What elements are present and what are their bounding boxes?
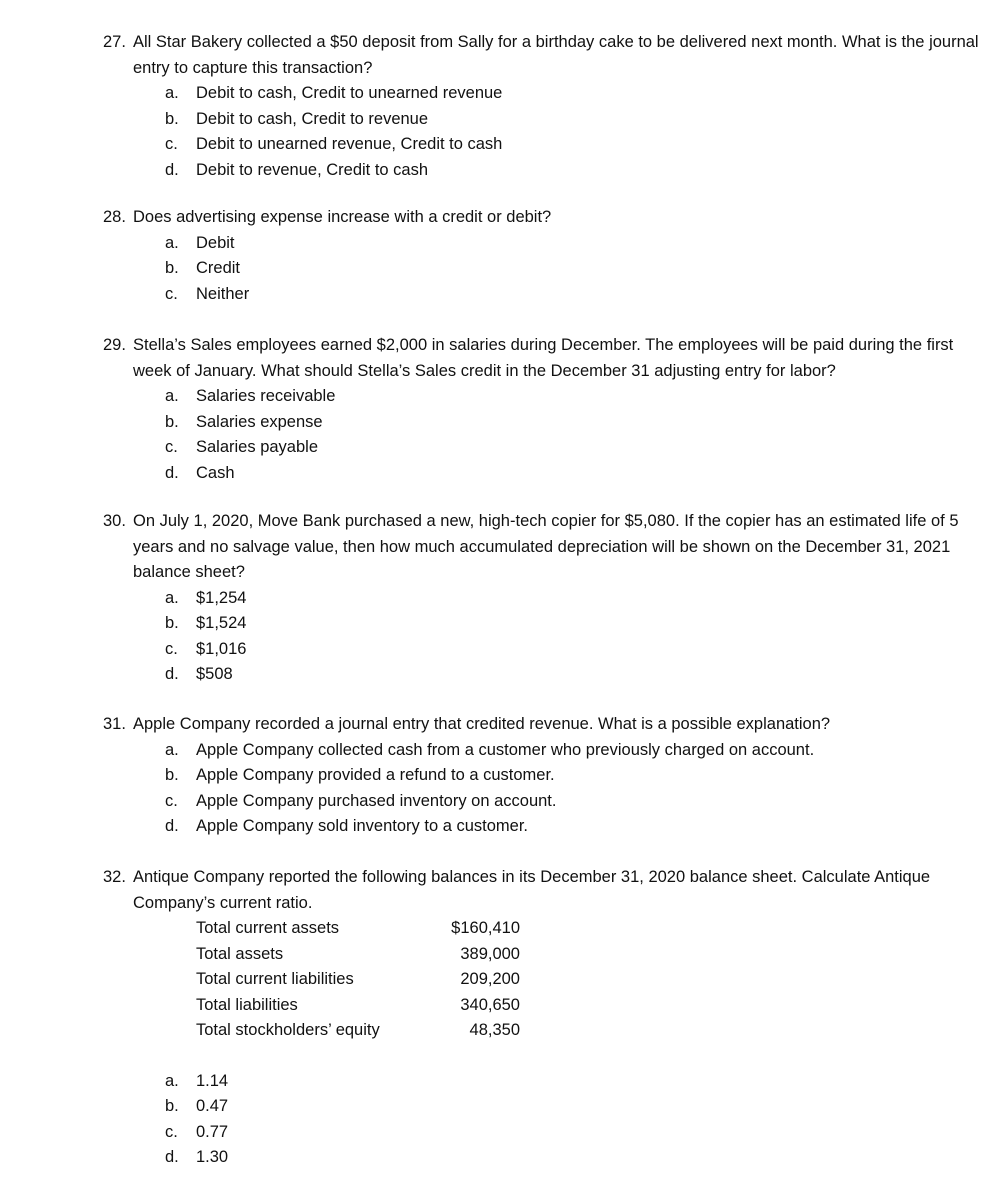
- question-31: [103, 712, 993, 840]
- question-stem: [103, 30, 993, 81]
- question-text: Antique Company reported the following balances in its December 31, 2020 balance sheet. Calculate Antique Company’s current ratio.: [133, 868, 931, 912]
- option-text: Credit: [196, 259, 241, 277]
- balance-row: [103, 916, 993, 942]
- option-letter: a.: [165, 233, 179, 252]
- option-letter: b.: [165, 766, 179, 784]
- option-d: [103, 662, 993, 688]
- option-text: Apple Company provided a refund to a customer.: [196, 766, 555, 784]
- question-text: Stella’s Sales employees earned $2,000 in salaries during December. The employees will be paid during the first week of January. What should Stella’s Sales credit in the December 31 adjusting entry for labor?: [133, 336, 954, 380]
- option-text: Debit to cash, Credit to revenue: [196, 109, 429, 128]
- option-c: [103, 435, 993, 461]
- question-29: [103, 333, 993, 486]
- option-c: [103, 789, 993, 815]
- option-letter: a.: [165, 740, 179, 759]
- option-letter: c.: [165, 284, 178, 303]
- option-b: [103, 763, 993, 789]
- balance-value: 209,200: [460, 970, 520, 988]
- option-letter: c.: [165, 135, 178, 153]
- option-b: [103, 410, 993, 436]
- option-text: Salaries payable: [196, 438, 318, 456]
- option-letter: b.: [165, 259, 179, 277]
- option-c: [103, 282, 993, 308]
- balance-value: 48,350: [469, 1021, 520, 1039]
- question-number: 31.: [103, 715, 126, 733]
- option-text: Debit: [196, 233, 235, 252]
- option-letter: d.: [165, 1148, 179, 1166]
- option-d: [103, 158, 993, 184]
- option-text: 0.77: [196, 1122, 229, 1141]
- option-c: [103, 1120, 993, 1146]
- balance-label: Total current liabilities: [196, 970, 354, 988]
- option-letter: c.: [165, 1122, 178, 1141]
- option-text: Debit to revenue, Credit to cash: [196, 160, 429, 179]
- option-d: [103, 814, 993, 840]
- option-text: Apple Company purchased inventory on account.: [196, 791, 557, 810]
- balance-value: 340,650: [460, 995, 520, 1014]
- option-letter: b.: [165, 614, 179, 632]
- answer-options: [103, 81, 993, 183]
- answer-options: [103, 738, 993, 840]
- question-stem: [103, 865, 993, 916]
- question-text: Does advertising expense increase with a credit or debit?: [133, 208, 552, 226]
- question-28: [103, 205, 993, 307]
- option-text: Apple Company sold inventory to a customer.: [196, 817, 529, 835]
- balance-label: Total assets: [196, 944, 284, 963]
- option-letter: d.: [165, 665, 179, 683]
- question-number: 28.: [103, 208, 126, 226]
- option-text: Cash: [196, 463, 235, 482]
- answer-options: [103, 384, 993, 486]
- option-a: [103, 384, 993, 410]
- option-letter: a.: [165, 84, 179, 102]
- option-letter: d.: [165, 160, 179, 179]
- option-d: [103, 461, 993, 487]
- option-letter: b.: [165, 412, 179, 431]
- option-text: $508: [196, 665, 233, 683]
- question-27: [103, 30, 993, 183]
- option-text: $1,016: [196, 639, 247, 658]
- option-a: [103, 738, 993, 764]
- option-d: [103, 1145, 993, 1171]
- balance-label: Total liabilities: [196, 995, 298, 1014]
- option-text: Salaries receivable: [196, 387, 336, 405]
- option-c: [103, 637, 993, 663]
- option-letter: c.: [165, 791, 178, 810]
- question-number: 32.: [103, 868, 126, 886]
- option-text: 1.14: [196, 1071, 229, 1090]
- option-text: Salaries expense: [196, 412, 323, 431]
- option-letter: d.: [165, 817, 179, 835]
- option-text: $1,524: [196, 614, 247, 632]
- question-text: Apple Company recorded a journal entry that credited revenue. What is a possible explanation?: [133, 715, 831, 733]
- option-letter: a.: [165, 1071, 179, 1090]
- balance-row: [103, 942, 993, 968]
- question-30: [103, 509, 993, 688]
- balance-value: 389,000: [460, 944, 520, 963]
- option-letter: d.: [165, 463, 179, 482]
- option-a: [103, 586, 993, 612]
- option-b: [103, 611, 993, 637]
- option-letter: a.: [165, 387, 179, 405]
- question-stem: [103, 712, 993, 738]
- option-letter: b.: [165, 1097, 179, 1115]
- option-a: [103, 1069, 993, 1095]
- option-b: [103, 107, 993, 133]
- option-text: Debit to unearned revenue, Credit to cash: [196, 135, 503, 153]
- option-b: [103, 1094, 993, 1120]
- option-letter: b.: [165, 109, 179, 128]
- balance-row: [103, 1018, 993, 1044]
- balance-table: [103, 916, 993, 1044]
- question-text: On July 1, 2020, Move Bank purchased a new, high-tech copier for $5,080. If the copier has an estimated life of 5 years and no salvage value, then how much accumulated depreciation will be shown on the December 31, 2021 balance sheet?: [133, 512, 959, 581]
- question-number: 29.: [103, 336, 126, 354]
- option-b: [103, 256, 993, 282]
- question-32: [103, 865, 993, 1171]
- question-number: 30.: [103, 512, 126, 530]
- answer-options: [103, 586, 993, 688]
- option-text: Apple Company collected cash from a customer who previously charged on account.: [196, 740, 815, 759]
- question-text: All Star Bakery collected a $50 deposit from Sally for a birthday cake to be delivered next month. What is the journal entry to capture this transaction?: [133, 33, 979, 77]
- option-text: Neither: [196, 284, 250, 303]
- option-letter: c.: [165, 438, 178, 456]
- option-a: [103, 231, 993, 257]
- question-stem: [103, 333, 993, 384]
- option-letter: a.: [165, 588, 179, 607]
- balance-row: [103, 993, 993, 1019]
- question-stem: [103, 509, 993, 586]
- option-letter: c.: [165, 639, 178, 658]
- option-text: Debit to cash, Credit to unearned revenue: [196, 84, 503, 102]
- option-a: [103, 81, 993, 107]
- question-stem: [103, 205, 993, 231]
- balance-label: Total stockholders’ equity: [196, 1021, 380, 1039]
- option-c: [103, 132, 993, 158]
- balance-row: [103, 967, 993, 993]
- question-number: 27.: [103, 33, 126, 51]
- balance-label: Total current assets: [196, 919, 340, 937]
- option-text: 0.47: [196, 1097, 229, 1115]
- balance-value: $160,410: [451, 919, 520, 937]
- option-text: 1.30: [196, 1148, 229, 1166]
- answer-options: [103, 1069, 993, 1171]
- answer-options: [103, 231, 993, 308]
- option-text: $1,254: [196, 588, 247, 607]
